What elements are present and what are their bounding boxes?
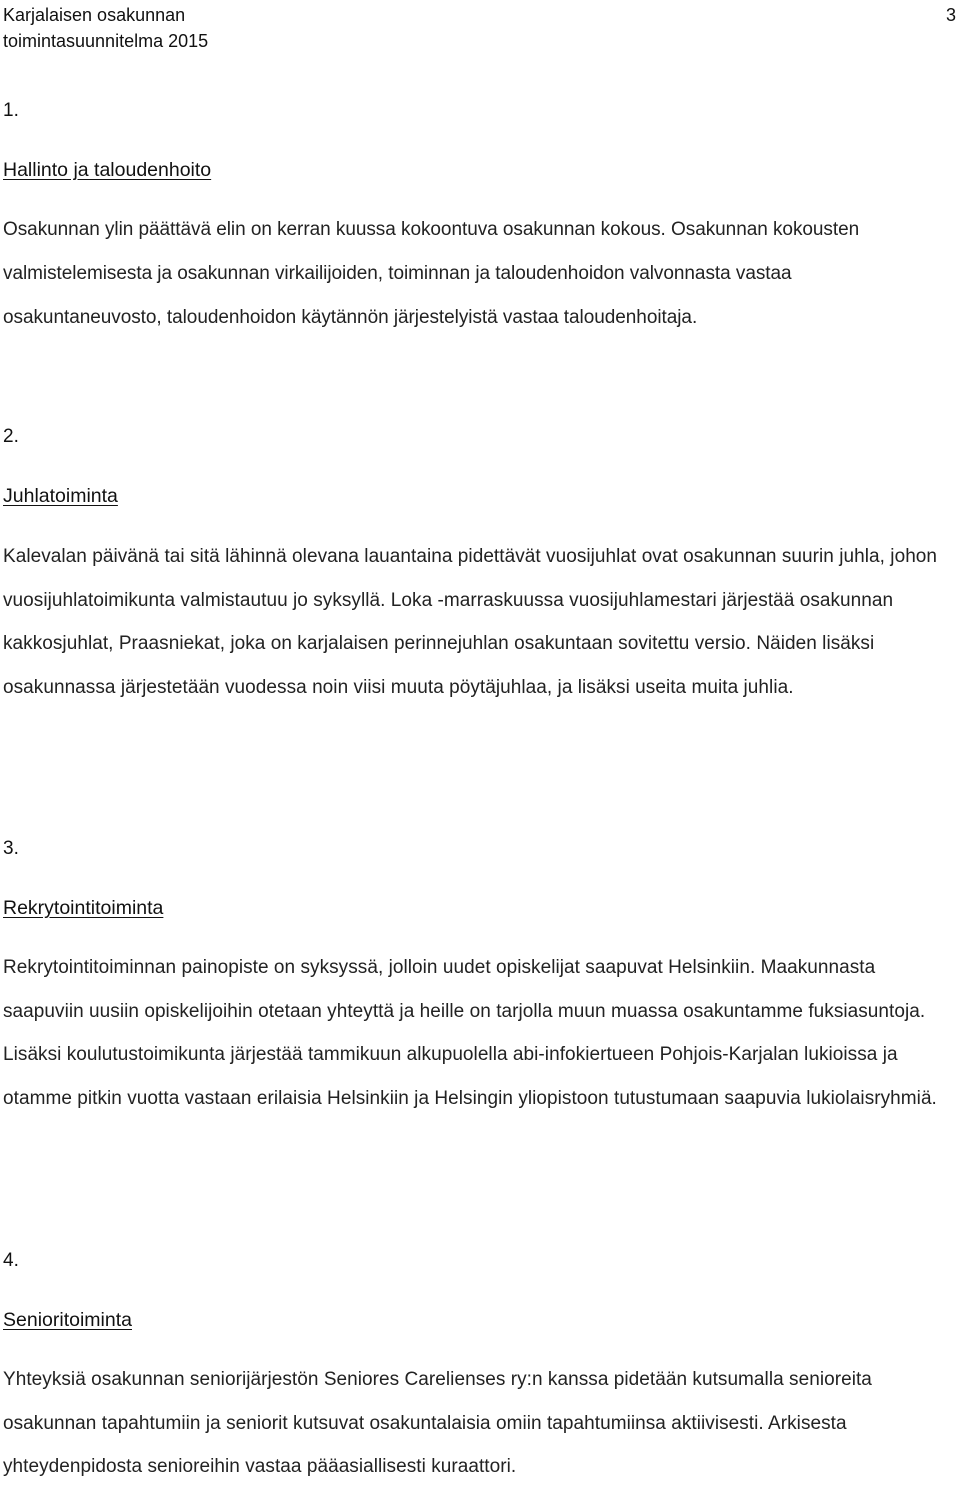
- section-body: Yhteyksiä osakunnan seniorijärjestön Seniores Carelienses ry:n kanssa pidetään kutsumalla senioreita osakunnan tapahtumiin ja seniorit kutsuvat osakuntalaisia omiin tapahtumiinsa aktiivisesti. Arkisesta yhteydenpidosta senioreihin vastaa pääasiallisesti kuraattori.: [3, 1369, 872, 1477]
- section-body: Rekrytointitoiminnan painopiste on syksyssä, jolloin uudet opiskelijat saapuvat Helsinkiin. Maakunnasta saapuviin uusiin opiskelijoihin otetaan yhteyttä ja heille on tarjolla muun muassa osakuntamme fuksiasuntoja. Lisäksi koulutustoimikunta järjestää tammikuun alkupuolella abi-infokiertueen Pohjois-Karjalan lukioissa ja otamme pitkin vuotta vastaan erilaisia Helsinkiin ja Helsingin yliopistoon tutustumaan saapuvia lukiolaisryhmiä.: [3, 957, 937, 1109]
- section-body: Kalevalan päivänä tai sitä lähinnä olevana lauantaina pidettävät vuosijuhlat ovat osakunnan suurin juhla, johon vuosijuhlatoimikunta valmistautuu jo syksyllä. Loka -marraskuussa vuosijuhlamestari järjestää osakunnan kakkosjuhlat, Praasniekat, joka on karjalaisen perinnejuhlan osakuntaan sovitettu versio. Näiden lisäksi osakunnassa järjestetään vuodessa noin viisi muuta pöytäjuhlaa, ja lisäksi useita muita juhlia.: [3, 546, 938, 698]
- document-title-line-2: toimintasuunnitelma 2015: [3, 31, 209, 51]
- document-title: [3, 2, 403, 54]
- section-body: Osakunnan ylin päättävä elin on kerran kuussa kokoontuva osakunnan kokous. Osakunnan kokousten valmistelemisesta ja osakunnan virkailijoiden, toiminnan ja taloudenhoidon valvonnasta vastaa osakuntaneuvosto, taloudenhoidon käytännön järjestelyistä vastaa taloudenhoitaja.: [3, 219, 860, 328]
- section-heading: Senioritoiminta: [3, 1309, 132, 1331]
- section-number: 4.: [3, 1250, 19, 1271]
- section-number: 2.: [3, 426, 19, 447]
- section-heading: Juhlatoiminta: [3, 485, 118, 507]
- section-number: 1.: [3, 100, 19, 121]
- document-title-line-1: Karjalaisen osakunnan: [3, 5, 186, 25]
- page-number: 3: [945, 5, 956, 25]
- section-number: 3.: [3, 838, 19, 859]
- page-header: [3, 0, 960, 60]
- section-heading: Hallinto ja taloudenhoito: [3, 159, 212, 181]
- section-heading: Rekrytointitoiminta: [3, 897, 164, 919]
